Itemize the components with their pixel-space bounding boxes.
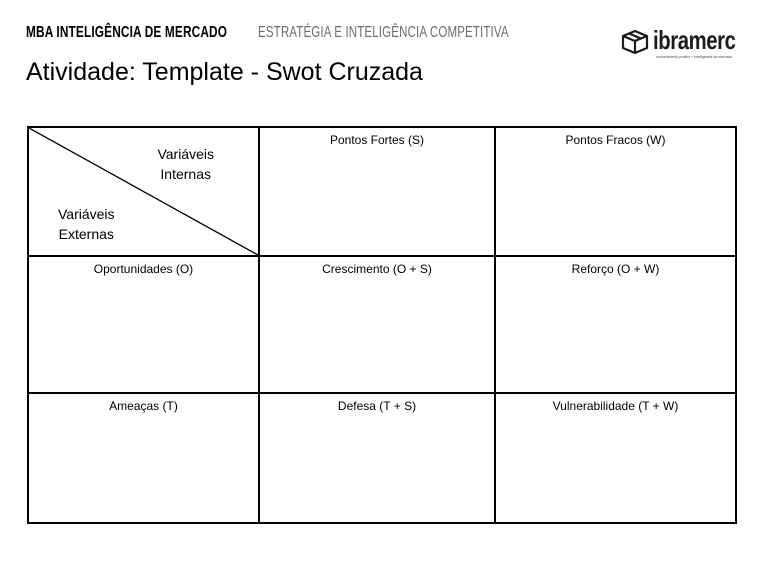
matrix-corner [28,127,259,256]
cell-defense: Defesa (T + S) [259,393,495,523]
opportunities-row [28,256,736,393]
course-title: MBA INTELIGÊNCIA DE MERCADO [26,24,228,41]
internal-variables-label: Variáveis Internas [157,146,214,182]
logo-wordmark: ibramerc [653,25,736,55]
column-header-strengths: Pontos Fortes (S) [259,127,495,256]
cell-reinforcement: Reforço (O + W) [495,256,736,393]
page-title: Atividade: Template - Swot Cruzada [26,58,423,86]
row-header-threats: Ameaças (T) [28,393,259,523]
swot-matrix [27,126,737,524]
header-row [28,127,736,256]
cube-outline-icon [620,28,650,56]
column-header-weaknesses: Pontos Fracos (W) [495,127,736,256]
threats-row [28,393,736,523]
external-variables-label: Variáveis Externas [58,206,115,242]
row-header-opportunities: Oportunidades (O) [28,256,259,393]
ibramerc-logo [620,25,744,62]
cell-growth: Crescimento (O + S) [259,256,495,393]
cell-vulnerability: Vulnerabilidade (T + W) [495,393,736,523]
logo-tagline: conhecimento prático + inteligência de mercado [656,54,733,59]
module-title: ESTRATÉGIA E INTELIGÊNCIA COMPETITIVA [258,24,509,41]
